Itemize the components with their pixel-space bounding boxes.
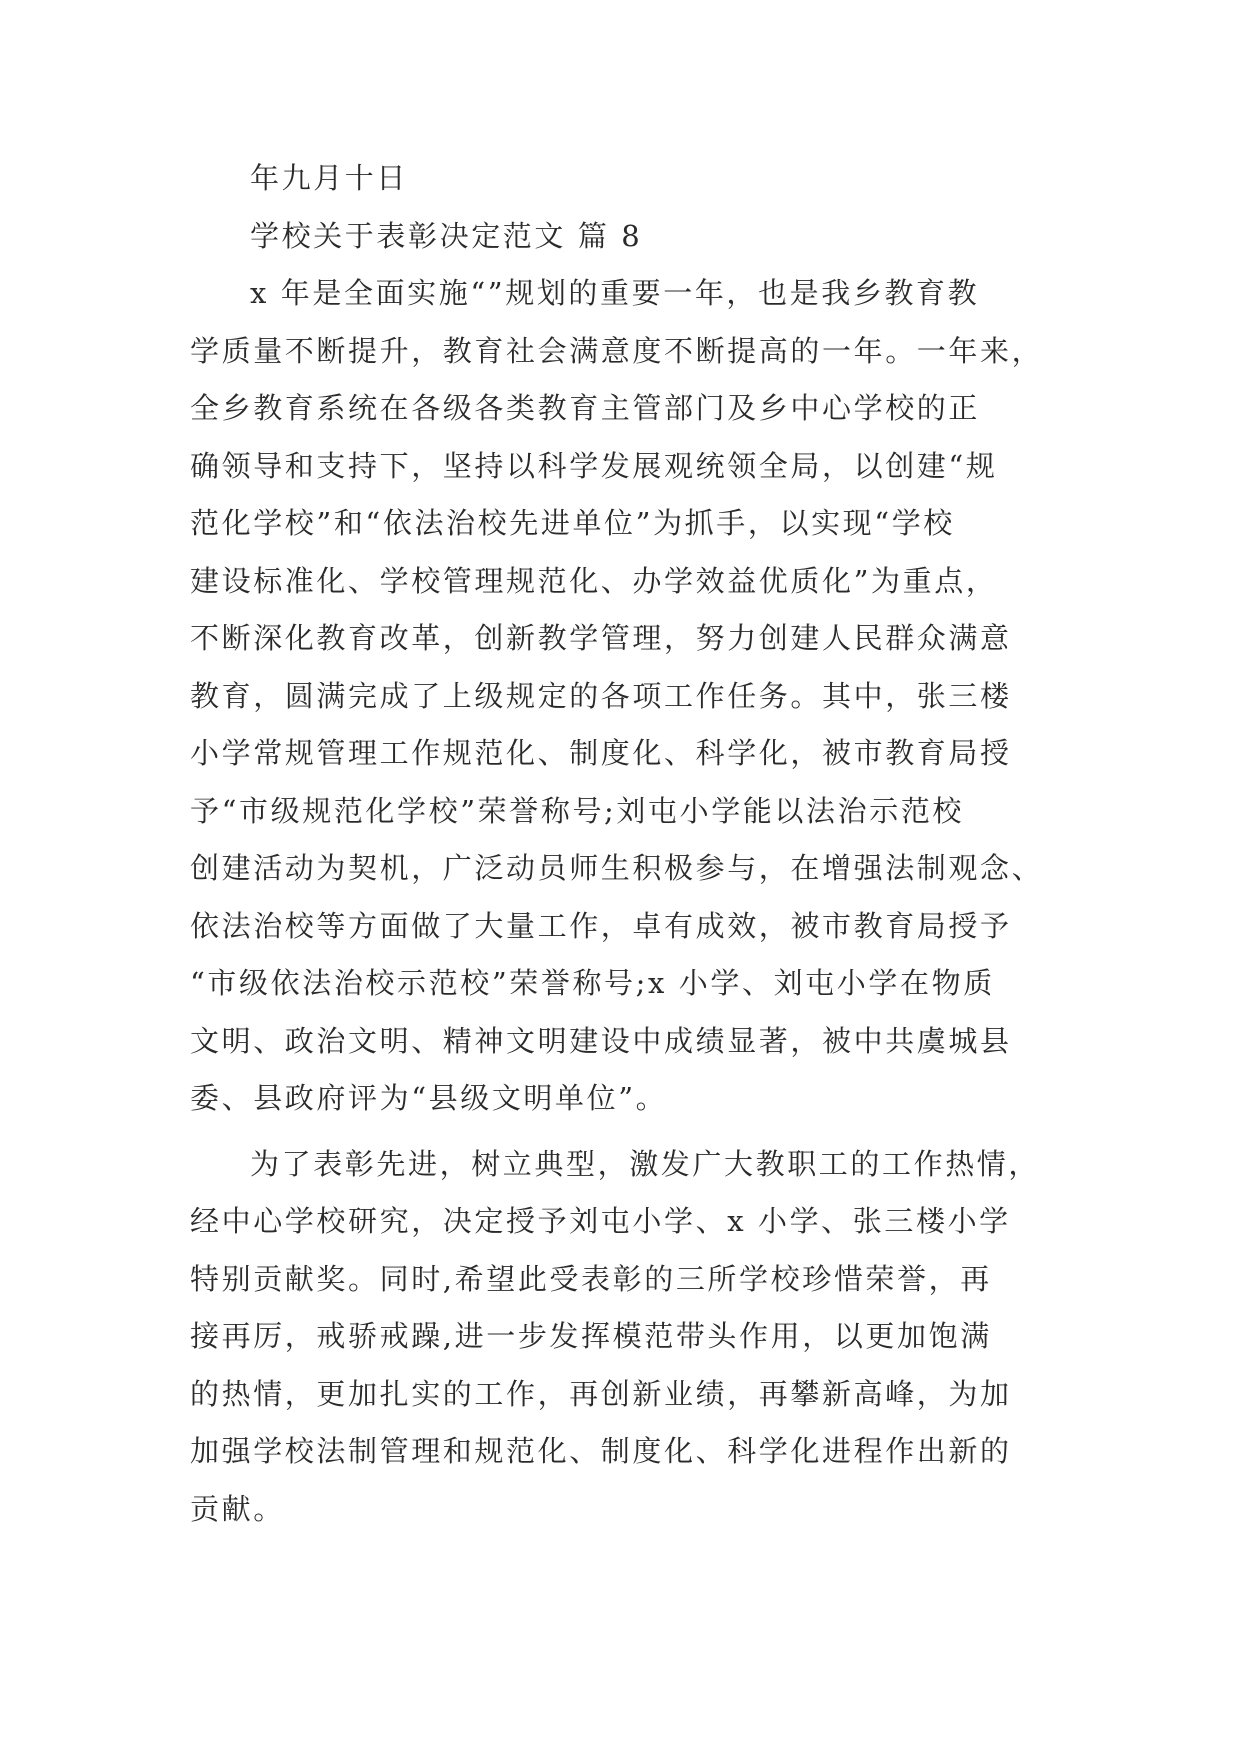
paragraph-1 [190, 265, 1060, 1128]
paragraph-line: 教育，圆满完成了上级规定的各项工作任务。其中，张三楼 [190, 678, 1012, 713]
paragraph-line: “市级依法治校示范校”荣誉称号;x 小学、刘屯小学在物质 [190, 966, 995, 1000]
paragraph-2 [190, 1136, 1060, 1539]
document-body [190, 150, 1060, 1538]
paragraph-line: 特别贡献奖。同时,希望此受表彰的三所学校珍惜荣誉，再 [190, 1261, 992, 1296]
paragraph-line: 为了表彰先进，树立典型，激发广大教职工的工作热情， [250, 1146, 1041, 1181]
paragraph-line: 予“市级规范化学校”荣誉称号;刘屯小学能以法治示范校 [190, 793, 965, 828]
paragraph-line: 依法治校等方面做了大量工作，卓有成效，被市教育局授予 [190, 908, 1012, 943]
paragraph-line: 学质量不断提升，教育社会满意度不断提高的一年。一年来， [190, 333, 1044, 368]
paragraph-line: 委、县政府评为“县级文明单位”。 [190, 1081, 668, 1115]
paragraph-line: 加强学校法制管理和规范化、制度化、科学化进程作出新的 [190, 1434, 1012, 1468]
paragraph-line: 贡献。 [190, 1491, 285, 1526]
paragraph-line: 经中心学校研究，决定授予刘屯小学、x 小学、张三楼小学 [190, 1204, 1011, 1238]
paragraph-line: 小学常规管理工作规范化、制度化、科学化，被市教育局授 [190, 736, 1012, 770]
paragraph-line: x 年是全面实施“”规划的重要一年，也是我乡教育教 [250, 276, 980, 310]
paragraph-line: 建设标准化、学校管理规范化、办学效益优质化”为重点， [190, 563, 998, 598]
paragraph-line: 范化学校”和“依法治校先进单位”为抓手，以实现“学校 [190, 506, 955, 540]
paragraph-line: 不断深化教育改革，创新教学管理，努力创建人民群众满意 [190, 621, 1012, 655]
section-heading: 学校关于表彰决定范文 篇 8 [250, 218, 643, 253]
paragraph-spacer [190, 1128, 1060, 1136]
paragraph-line: 文明、政治文明、精神文明建设中成绩显著，被中共虞城县 [190, 1023, 1012, 1058]
date-line: 年九月十日 [250, 161, 409, 195]
paragraph-line: 确领导和支持下，坚持以科学发展观统领全局，以创建“规 [190, 448, 998, 483]
paragraph-line: 全乡教育系统在各级各类教育主管部门及乡中心学校的正 [190, 391, 981, 425]
paragraph-line: 的热情，更加扎实的工作，再创新业绩，再攀新高峰，为加 [190, 1376, 1012, 1411]
paragraph-line: 创建活动为契机，广泛动员师生积极参与，在增强法制观念、 [190, 851, 1044, 885]
paragraph-line: 接再厉，戒骄戒躁,进一步发挥模范带头作用，以更加饱满 [190, 1319, 992, 1353]
